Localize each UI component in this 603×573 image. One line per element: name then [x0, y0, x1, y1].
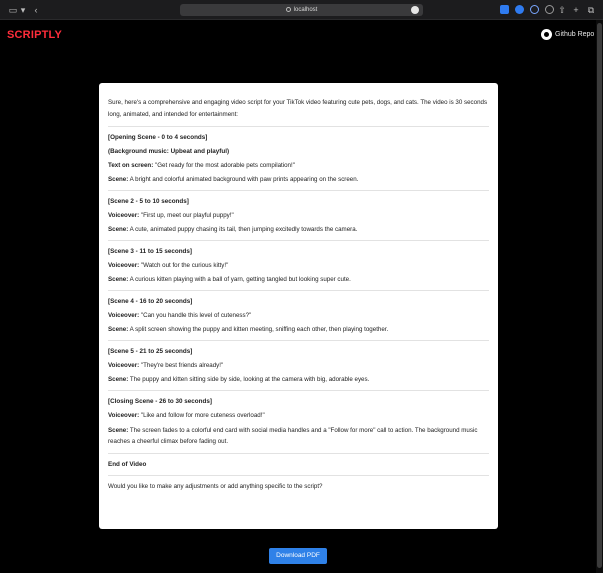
extension-shield-icon[interactable] [500, 5, 509, 14]
scene-text: A split screen showing the puppy and kitten meeting, sniffing each other, then playing together. [128, 326, 389, 333]
scene-heading: [Scene 2 - 5 to 10 seconds] [108, 198, 189, 205]
voiceover-label: Voiceover: [108, 212, 140, 219]
scene-text: A cute, animated puppy chasing its tail, then jumping excitedly towards the camera. [128, 226, 358, 233]
voiceover-label: Voiceover: [108, 362, 140, 369]
voiceover-text: "Like and follow for more cuteness overload!" [139, 412, 265, 419]
scene-description-line [108, 226, 489, 234]
app-logo[interactable]: SCRIPTLY [7, 29, 62, 41]
scene-text: The screen fades to a colorful end card with social media handles and a "Follow for more" call to action. The background music reaches a cheerful climax before fading out. [108, 427, 478, 445]
onscreen-label: Text on screen: [108, 162, 154, 169]
address-bar[interactable] [180, 4, 423, 16]
extension-compass-icon[interactable] [545, 5, 554, 14]
new-tab-icon[interactable]: + [573, 5, 579, 15]
scene-text: The puppy and kitten sitting side by side, looking at the camera with big, adorable eyes. [128, 376, 370, 383]
voiceover-text: "First up, meet our playful puppy!" [139, 212, 234, 219]
divider [108, 453, 489, 454]
scrollbar-thumb[interactable] [597, 23, 602, 568]
site-icon [286, 7, 291, 12]
divider [108, 126, 489, 127]
onscreen-text: "Get ready for the most adorable pets compilation!" [153, 162, 295, 169]
intro-text: Sure, here's a comprehensive and engaging video script for your TikTok video featuring cute pets, dogs, and cats. The video is 30 seconds long, animated, and intended for entertainment: [108, 99, 488, 118]
extension-circle-icon[interactable] [515, 5, 524, 14]
tab-overview-icon[interactable]: ⧉ [587, 5, 595, 15]
github-repo-link[interactable] [541, 28, 594, 41]
divider [108, 390, 489, 391]
divider [108, 240, 489, 241]
browser-toolbar [0, 0, 603, 20]
sidebar-chevron-icon[interactable]: ▾ [20, 5, 26, 15]
extension-ring-icon[interactable] [530, 5, 539, 14]
share-icon[interactable]: ⇧ [558, 5, 566, 15]
voiceover-text: "Watch out for the curious kitty!" [139, 262, 229, 269]
voiceover-line [108, 262, 489, 270]
back-icon[interactable]: ‹ [34, 5, 38, 15]
end-of-video: End of Video [108, 461, 147, 469]
download-pdf-button[interactable]: Download PDF [269, 548, 327, 564]
script-card [99, 83, 498, 529]
sidebar-toggle-icon[interactable]: ▭ [8, 5, 18, 15]
scene-description-line [108, 276, 489, 284]
voiceover-label: Voiceover: [108, 312, 140, 319]
scene-description-line [108, 326, 489, 334]
github-icon [541, 29, 552, 40]
scene-heading: [Scene 4 - 16 to 20 seconds] [108, 298, 193, 305]
scene-description-line [108, 176, 489, 184]
scene-description-line [108, 426, 489, 447]
closing-question: Would you like to make any adjustments or add anything specific to the script? [108, 483, 323, 491]
scene-heading: [Closing Scene - 26 to 30 seconds] [108, 398, 212, 405]
github-repo-label: Github Repo [555, 31, 595, 38]
scene-label: Scene: [108, 276, 129, 283]
voiceover-label: Voiceover: [108, 412, 140, 419]
divider [108, 190, 489, 191]
voiceover-label: Voiceover: [108, 262, 140, 269]
scene-heading: [Opening Scene - 0 to 4 seconds] [108, 134, 208, 141]
divider [108, 340, 489, 341]
voiceover-text: "They're best friends already!" [139, 362, 224, 369]
voiceover-line [108, 362, 489, 370]
divider [108, 290, 489, 291]
scene-text: A curious kitten playing with a ball of yarn, getting tangled but looking super cute. [128, 276, 351, 283]
scene-label: Scene: [108, 376, 129, 383]
background-music: (Background music: Upbeat and playful) [108, 148, 230, 155]
scene-text: A bright and colorful animated background with paw prints appearing on the screen. [128, 176, 359, 183]
onscreen-text-line [108, 162, 489, 170]
scene-heading: [Scene 5 - 21 to 25 seconds] [108, 348, 193, 355]
voiceover-line [108, 312, 489, 320]
reload-icon[interactable] [411, 6, 419, 14]
divider [108, 475, 489, 476]
scene-label: Scene: [108, 326, 129, 333]
voiceover-line [108, 412, 489, 420]
scene-label: Scene: [108, 427, 129, 434]
scene-label: Scene: [108, 226, 129, 233]
voiceover-line [108, 212, 489, 220]
scene-label: Scene: [108, 176, 129, 183]
scene-heading: [Scene 3 - 11 to 15 seconds] [108, 248, 192, 255]
scene-description-line [108, 376, 489, 384]
address-url: localhost [293, 7, 318, 13]
voiceover-text: "Can you handle this level of cuteness?" [139, 312, 252, 319]
